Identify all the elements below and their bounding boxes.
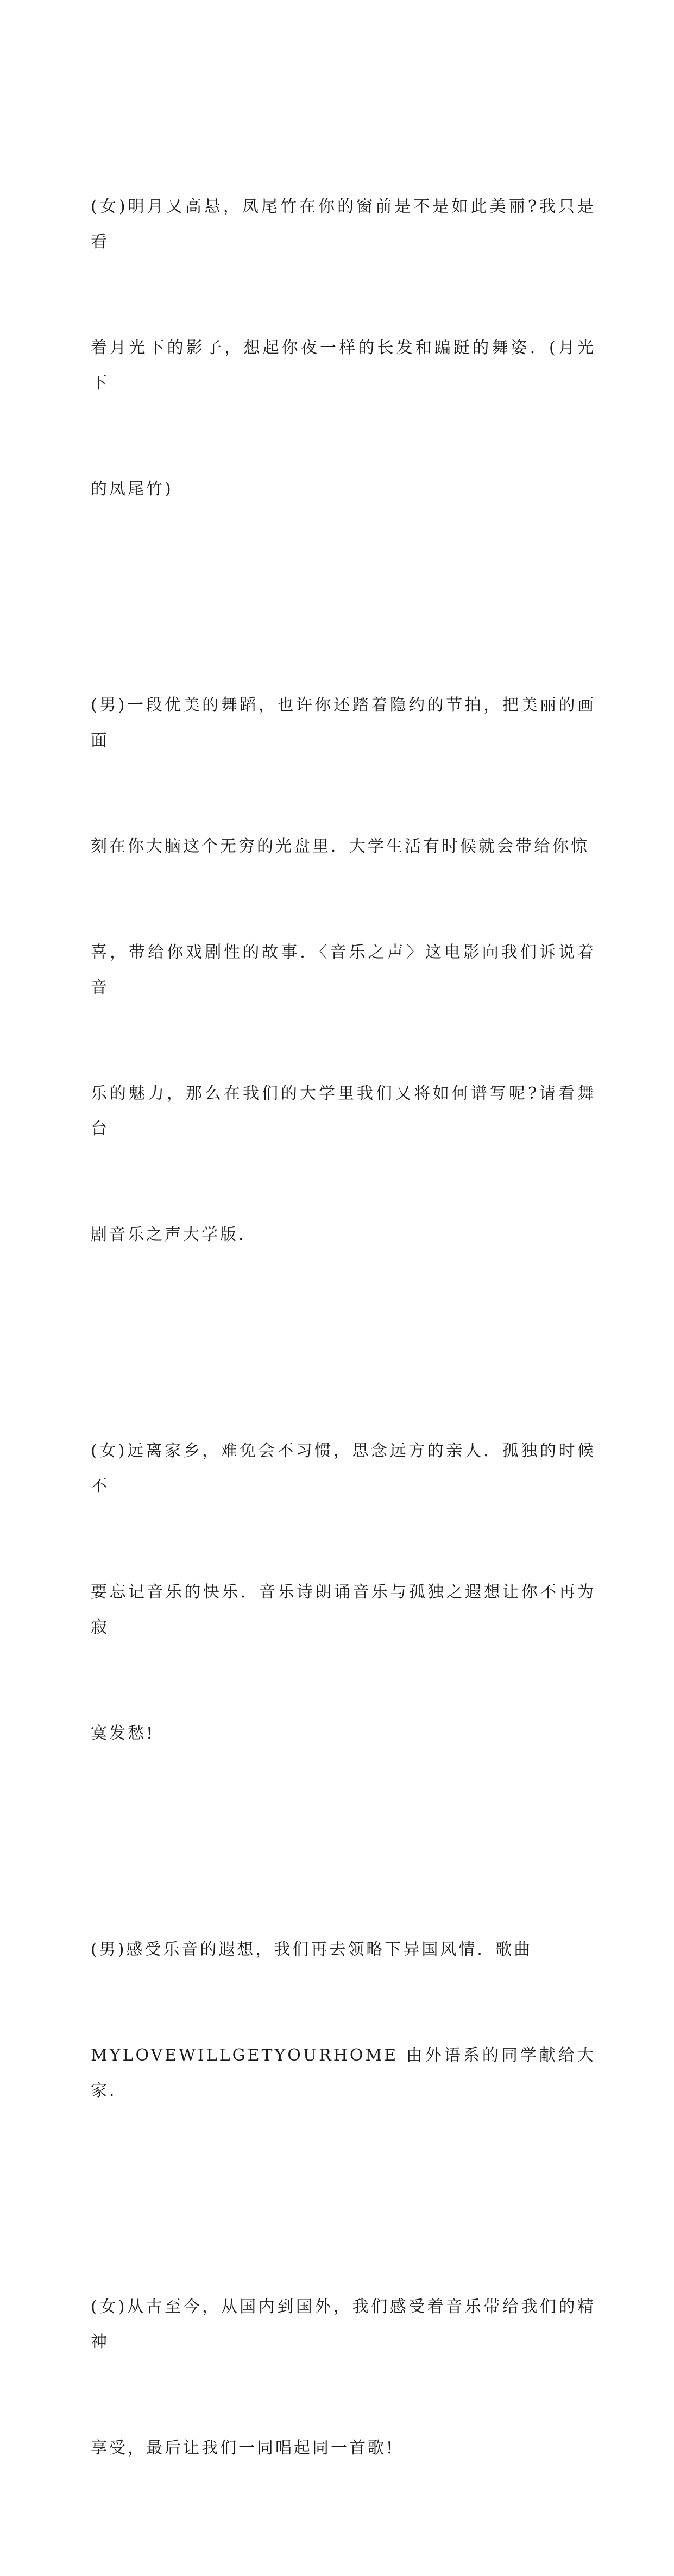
text-line: 享受，最后让我们一同唱起同一首歌! [91, 2439, 395, 2458]
text-line: 剧音乐之声大学版． [91, 1225, 257, 1244]
text-line: 乐的魅力，那么在我们的大学里我们又将如何谱写呢?请看舞台 [91, 1084, 596, 1138]
paragraph-2 [91, 617, 596, 1323]
paragraph-3 [91, 1363, 596, 1822]
text-line: 喜，带给你戏剧性的故事．〈音乐之声〉这电影向我们诉说着音 [91, 943, 596, 997]
paragraph-5 [91, 2219, 596, 2536]
paragraph-4 [91, 1861, 596, 2179]
text-line: (女)从古至今，从国内到国外，我们感受着音乐带给我们的精神 [91, 2297, 596, 2352]
text-line: (女)远离家乡，难免会不习惯，思念远方的亲人．孤独的时候不 [91, 1441, 596, 1496]
text-line: 刻在你大脑这个无穷的光盘里．大学生活有时候就会带给你惊 [91, 837, 589, 856]
text-line: (男)感受乐音的遐想，我们再去领略下异国风情．歌曲 [91, 1940, 533, 1959]
paragraph-1 [91, 118, 596, 577]
text-line: (女)明月又高悬，凤尾竹在你的窗前是不是如此美丽?我只是看 [91, 197, 596, 251]
text-line: 要忘记音乐的快乐．音乐诗朗诵音乐与孤独之遐想让你不再为寂 [91, 1583, 596, 1637]
document-body [91, 118, 596, 2576]
text-line: (男)一段优美的舞蹈，也许你还踏着隐约的节拍，把美丽的画面 [91, 696, 596, 750]
text-line: MYLOVEWILLGETYOURHOME 由外语系的同学献给大家． [91, 2046, 596, 2100]
text-line: 的凤尾竹) [91, 480, 173, 499]
text-line: 着月光下的影子，想起你夜一样的长发和蹁跹的舞姿．(月光下 [91, 338, 596, 393]
text-line: 寞发愁! [91, 1724, 155, 1743]
